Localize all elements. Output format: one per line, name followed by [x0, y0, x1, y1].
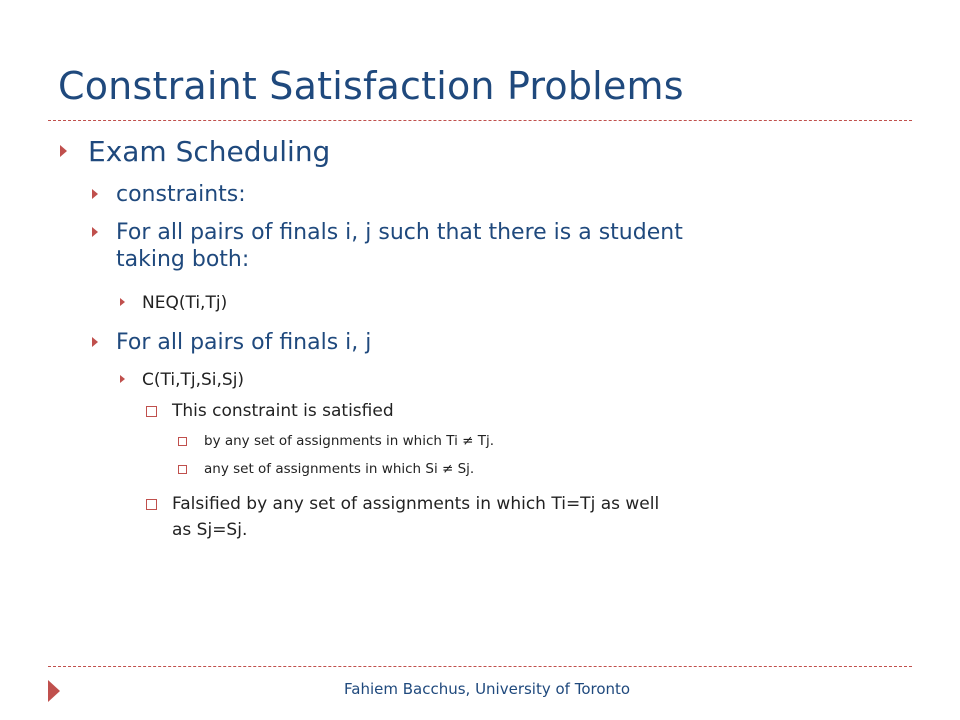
bullet-text: This constraint is satisfied [172, 401, 394, 421]
bullet-text: constraints: [116, 182, 246, 207]
hollow-square-icon [146, 406, 157, 417]
hollow-square-icon [178, 437, 187, 446]
bullet-text: as Sj=Sj. [172, 520, 248, 540]
right-triangle-icon [48, 680, 60, 702]
bullet-satisfied [172, 401, 394, 421]
bullet-exam-scheduling [88, 135, 330, 168]
right-triangle-icon [60, 145, 67, 157]
bullet-neq [142, 293, 227, 313]
bullet-text: For all pairs of finals i, j [116, 330, 372, 355]
bullet-all-pairs [116, 330, 371, 355]
right-triangle-icon [120, 298, 125, 306]
bullet-constraints [116, 182, 246, 207]
right-triangle-icon [92, 227, 98, 237]
right-triangle-icon [120, 375, 125, 383]
bullet-text: C(Ti,Tj,Si,Sj) [142, 370, 245, 390]
footer-credit: Fahiem Bacchus, University of Toronto [344, 680, 631, 698]
slide-title: Constraint Satisfaction Problems [58, 64, 684, 108]
bullet-text: Exam Scheduling [88, 135, 331, 168]
right-triangle-icon [92, 189, 98, 199]
bullet-sat-ti-tj [204, 433, 494, 449]
bullet-text: taking both: [116, 247, 250, 272]
bullet-text: Falsified by any set of assignments in which Ti=Tj as well [172, 494, 660, 514]
bullet-c-function [142, 370, 244, 390]
bullet-continuation [116, 247, 249, 272]
right-triangle-icon [92, 337, 98, 347]
bullet-text: by any set of assignments in which Ti ≠ Tj. [204, 433, 495, 449]
bullet-text: NEQ(Ti,Tj) [142, 293, 228, 313]
footer-divider [48, 666, 912, 667]
hollow-square-icon [178, 465, 187, 474]
bullet-sat-si-sj [204, 461, 474, 477]
bullet-pairs-with-student [116, 220, 683, 245]
bullet-text: any set of assignments in which Si ≠ Sj. [204, 461, 475, 477]
bullet-text: For all pairs of finals i, j such that there is a student [116, 220, 683, 245]
bullet-continuation [172, 520, 247, 540]
bullet-falsified [172, 494, 659, 514]
hollow-square-icon [146, 499, 157, 510]
